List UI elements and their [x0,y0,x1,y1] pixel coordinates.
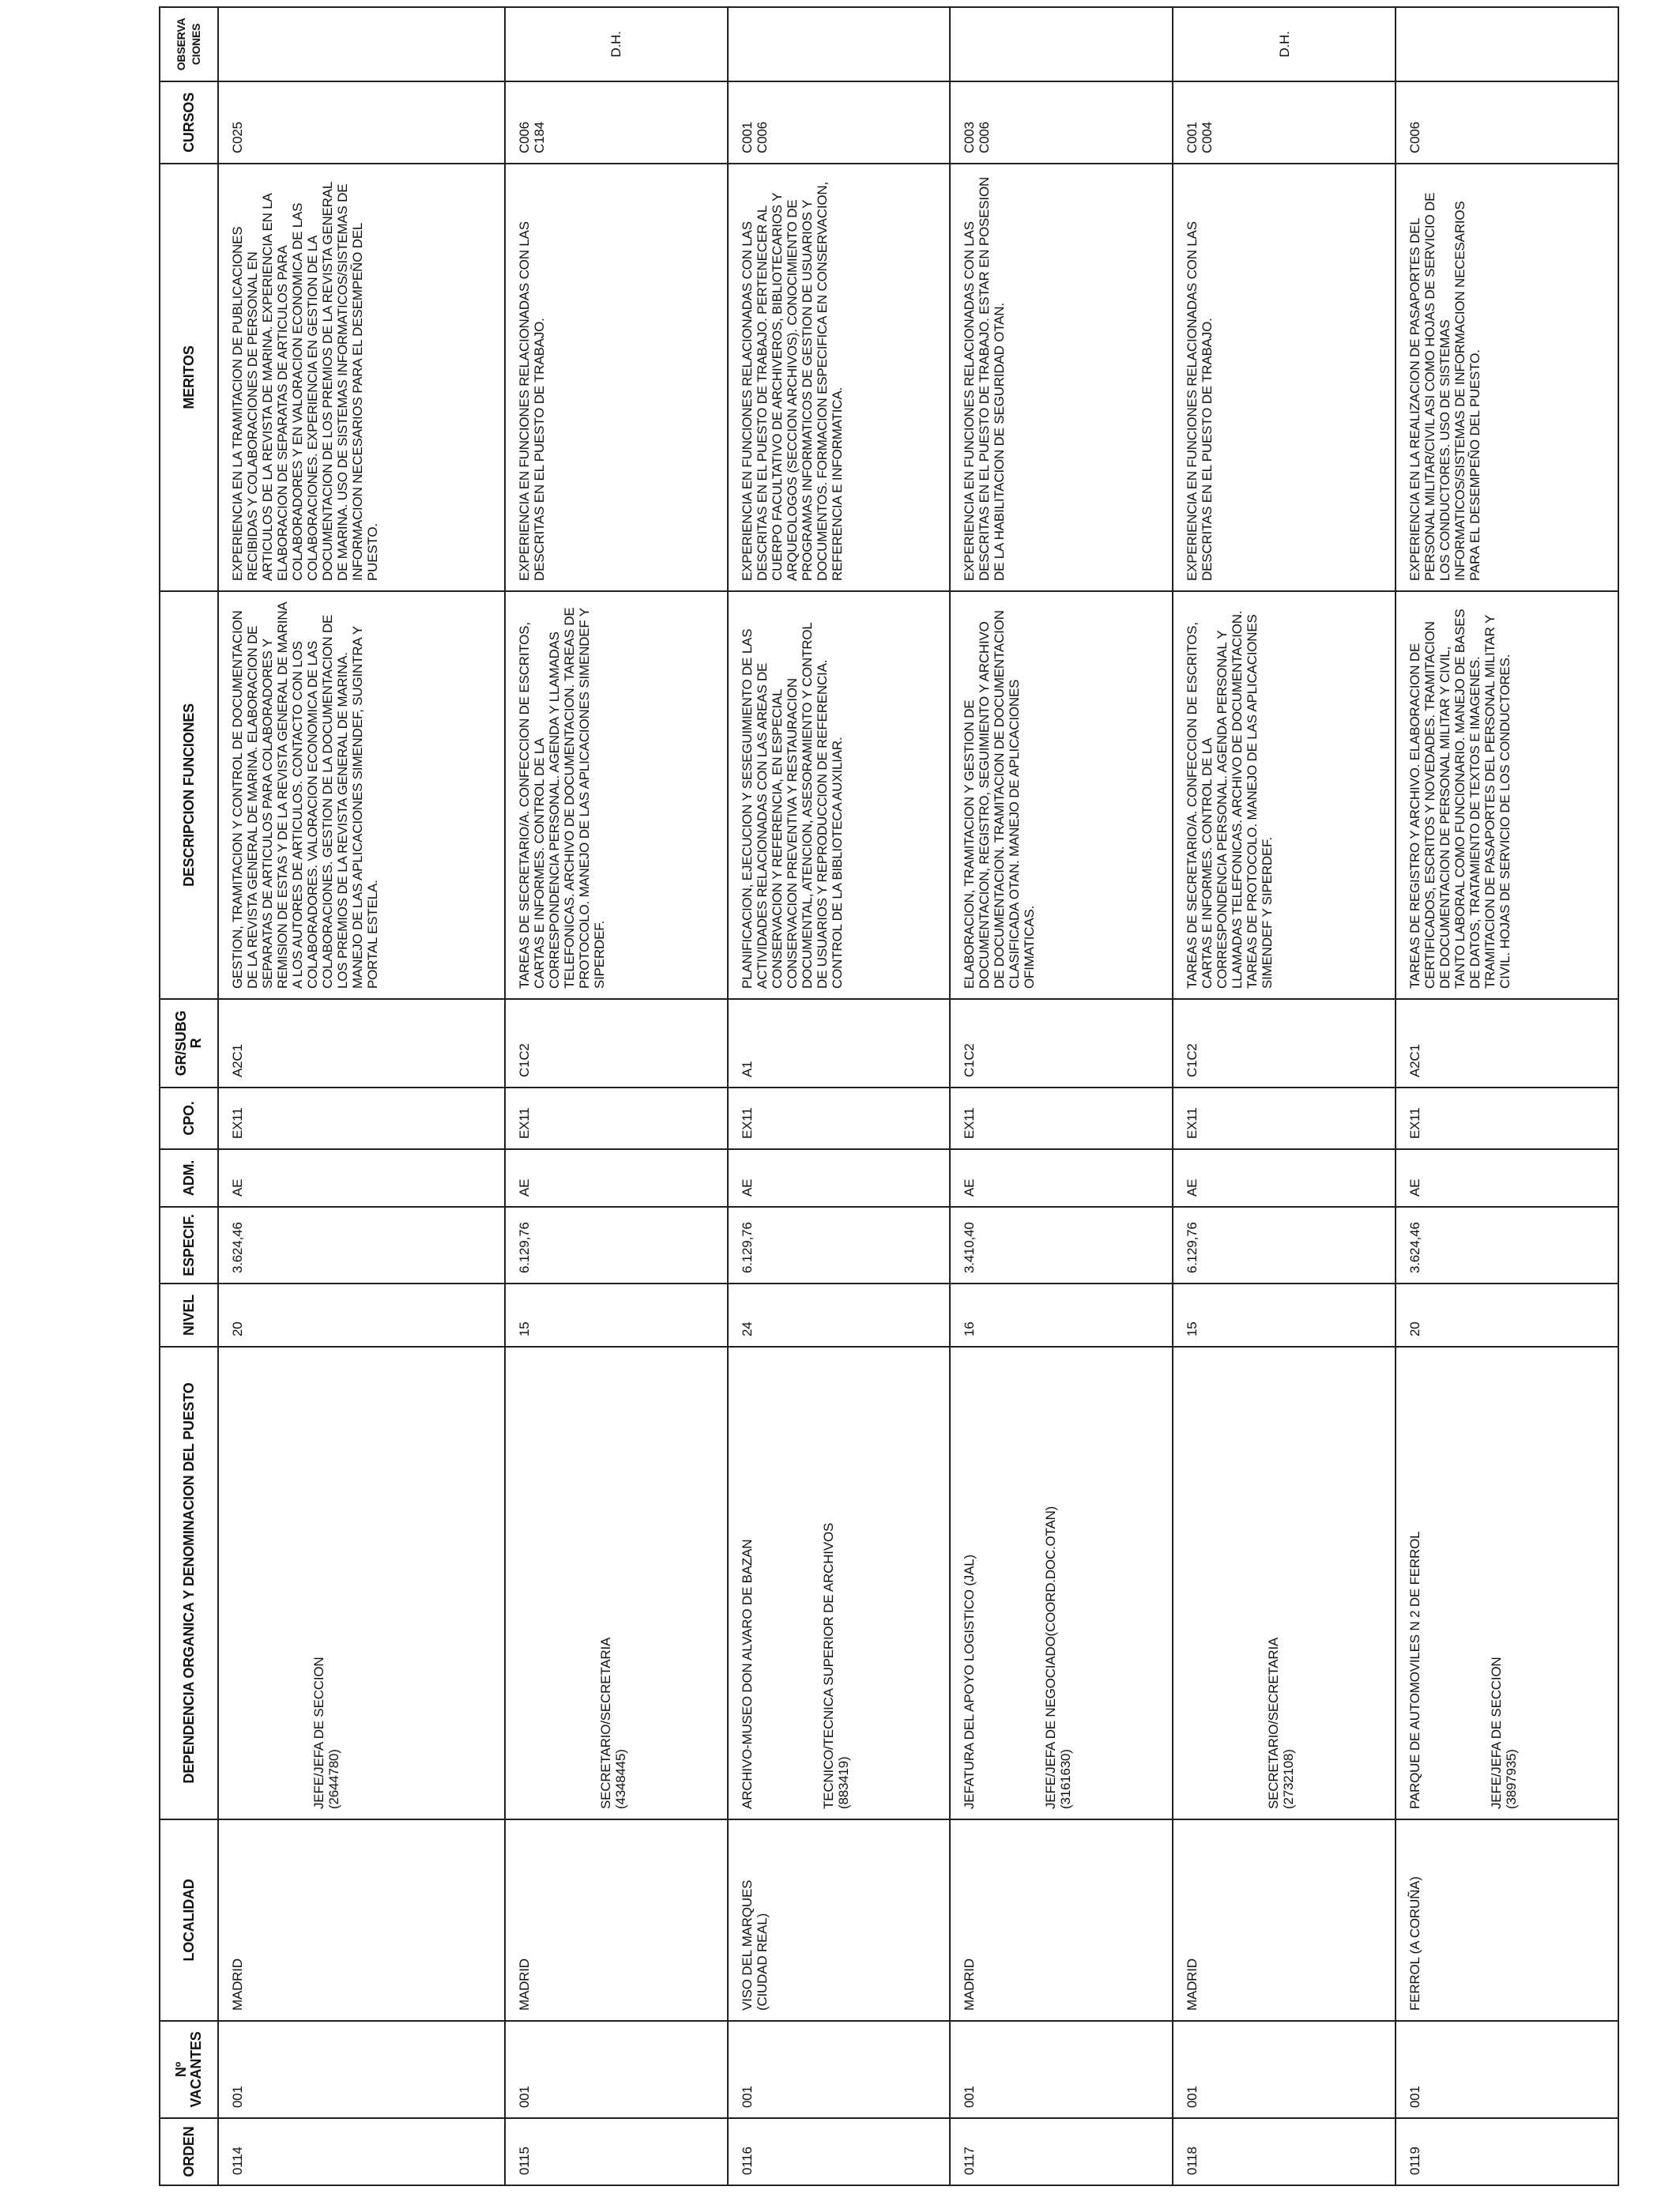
adm-value: AE [230,1178,245,1197]
job-title: JEFE/JEFA DE SECCION (3897935) [1489,1657,1520,1809]
organic-unit: PARQUE DE AUTOMOVILES N 2 DE FERROL [1407,1531,1423,1809]
cell-dependencia [218,1347,505,1819]
cell-cpo [505,1088,728,1149]
cursos-value: C001 C004 [1185,122,1215,153]
cpo-value: EX11 [516,1107,532,1139]
cell-funciones [1173,591,1396,999]
cell-adm [1396,1149,1618,1207]
col-header-meritos: MERITOS [160,164,218,591]
cell-nivel [728,1284,951,1347]
localidad-value: VISO DEL MARQUES (CIUDAD REAL) [739,1879,770,2011]
col-header-nivel: NIVEL [160,1284,218,1347]
cell-orden [1173,2118,1396,2185]
cell-meritos [1173,164,1396,591]
cell-localidad [218,1819,505,2021]
col-header-localidad: LOCALIDAD [160,1819,218,2021]
funciones-value: ELABORACION, TRAMITACION Y GESTION DE DOCUMENTACION, REGISTRO, SEGUIMIENTO Y ARCHIVO DE DOCUMENTACION. TRAMITACION DE DOCUMENTACION CLASIFICADA OTAN. MANEJO DE APLICACIONES OFIMATICAS. [962,610,1038,989]
meritos-value: EXPERIENCIA EN FUNCIONES RELACIONADAS CON LAS DESCRITAS EN EL PUESTO DE TRABAJO. ESTAR EN POSESION DE LA HABILITACION DE SEGURIDAD OTAN. [962,176,1008,581]
cell-funciones [1396,591,1618,999]
cell-observaciones [505,7,728,81]
cell-meritos [1396,164,1618,591]
funciones-value: TAREAS DE SECRETARIO/A. CONFECCION DE ESCRITOS, CARTAS E INFORMES. CONTROL DE LA CORRESPONDENCIA PERSONAL. AGENDA PERSONAL Y LLAMADAS TELEFONICAS. ARCHIVO DE DOCUMENTACION. TAREAS DE PROTOCOLO. MANEJO DE LAS APLICACIONES SIMENDEF Y SIPERDEF. [1185,610,1275,989]
organic-unit: JEFATURA DEL APOYO LOGISTICO (JAL) [962,1555,977,1809]
grupo-value: A2C1 [1407,1044,1423,1077]
nivel-value: 15 [1185,1321,1200,1336]
cell-meritos [728,164,951,591]
cell-vacantes [218,2021,505,2118]
funciones-value: PLANIFICACION, EJECUCION Y SESEGUIMIENTO DE LAS ACTIVIDADES RELACIONADAS CON LAS AREAS DE CONSERVACION Y REFERENCIA, EN ESPECIAL CONSERVACION PREVENTIVA Y RESTAURACION DOCUMENTAL, ATENCION, ASESORAMIENTO Y CONTROL DE USUARIOS Y REPRODUCCION DE REFERENCIA. CONTROL DE LA BIBLIOTECA AUXILIAR. [739,623,845,989]
meritos-value: EXPERIENCIA EN FUNCIONES RELACIONADAS CON LAS DESCRITAS EN EL PUESTO DE TRABAJO. PERTENECER AL CUERPO FACULTATIVO DE ARCHIVEROS, BIBLIOTECARIOS Y ARQUEOLOGOS (SECCION ARCHIVOS). CONOCIMIENTO DE PROGRAMAS INFORMATICOS DE GESTION DE USUARIOS Y DOCUMENTOS. FORMACION ESPECIFICA EN CONSERVACION, REFERENCIA E INFORMATICA. [739,182,845,581]
meritos-value: EXPERIENCIA EN LA TRAMITACION DE PUBLICACIONES RECIBIDAS Y COLABORACIONES DE PERSONAL EN ARTICULOS DE LA REVISTA DE MARINA. EXPERIENCIA EN LA ELABORACION DE SEPARATAS DE ARTICULOS PARA COLABORADORES Y EN VALORACION ECONOMICA DE LAS COLABORACIONES. EXPERIENCIA EN GESTION DE LA DOCUMENTACION DE LOS PREMIOS DE LA REVISTA GENERAL DE MARINA. USO DE SISTEMAS INFORMATICOS/SISTEMAS DE INFORMACION NECESARIOS PARA EL DESEMPEÑO DEL PUESTO. [230,182,380,581]
cell-cursos [218,81,505,164]
col-header-vacantes: Nº VACANTES [160,2021,218,2118]
cell-especif [1396,1207,1618,1284]
cursos-value: C001 C006 [739,122,770,153]
cpo-value: EX11 [739,1107,755,1139]
cursos-value: C006 [1407,122,1423,153]
cell-observaciones [218,7,505,81]
especif-value: 6.129,76 [1185,1222,1200,1273]
cell-vacantes [1396,2021,1618,2118]
cell-observaciones [1396,7,1618,81]
cell-grupo [950,999,1173,1088]
cell-vacantes [950,2021,1173,2118]
cell-nivel [505,1284,728,1347]
meritos-value: EXPERIENCIA EN FUNCIONES RELACIONADAS CON LAS DESCRITAS EN EL PUESTO DE TRABAJO. [1185,221,1215,581]
localidad-value: MADRID [962,1958,977,2011]
grupo-value: C1C2 [516,1043,532,1077]
localidad-value: FERROL (A CORUÑA) [1407,1876,1423,2011]
job-title: JEFE/JEFA DE SECCION (2644780) [311,1657,341,1809]
organic-unit: ARCHIVO-MUSEO DON ALVARO DE BAZAN [739,1539,755,1809]
cell-funciones [950,591,1173,999]
cell-dependencia [1173,1347,1396,1819]
cell-localidad [728,1819,951,2021]
orden-value: 0117 [962,2147,977,2175]
grupo-value: A1 [739,1061,755,1077]
funciones-value: TAREAS DE SECRETARIO/A. CONFECCION DE ESCRITOS, CARTAS E INFORMES. CONTROL DE LA CORRESPONDENCIA PERSONAL. AGENDA Y LLAMADAS TELEFONICAS. ARCHIVO DE DOCUMENTACION. TAREAS DE PROTOCOLO. MANEJO DE LAS APLICACIONES SIMENDEF Y SIPERDEF. [516,607,607,989]
cell-especif [1173,1207,1396,1284]
cell-adm [218,1149,505,1207]
cell-funciones [728,591,951,999]
cpo-value: EX11 [962,1107,977,1139]
col-header-especif: ESPECIF. [160,1207,218,1284]
localidad-value: MADRID [230,1958,245,2011]
cell-meritos [950,164,1173,591]
job-title: SECRETARIO/SECRETARIA (4348445) [597,1637,628,1809]
cell-dependencia [1396,1347,1618,1819]
cell-cursos [1396,81,1618,164]
orden-value: 0114 [230,2147,245,2175]
meritos-value: EXPERIENCIA EN LA REALIZACION DE PASAPORTES DEL PERSONAL MILITAR/CIVIL ASI COMO HOJAS DE SERVICIO DE LOS CONDUCTORES. USO DE SISTEMAS INFORMATICOS/SISTEMAS DE INFORMACION NECESARIOS PARA EL DESEMPEÑO DEL PUESTO. [1407,192,1483,581]
cell-cursos [1173,81,1396,164]
table-row [1173,7,1396,2185]
vacantes-value: 001 [1185,2086,1200,2108]
cell-localidad [1396,1819,1618,2021]
cell-orden [728,2118,951,2185]
cell-vacantes [728,2021,951,2118]
col-header-adm: ADM. [160,1149,218,1207]
table-row [505,7,728,2185]
nivel-value: 15 [516,1321,532,1336]
cell-cpo [1173,1088,1396,1149]
table-row [728,7,951,2185]
observaciones-value: D.H. [1276,31,1292,58]
cell-orden [505,2118,728,2185]
especif-value: 6.129,76 [516,1222,532,1273]
cell-cursos [505,81,728,164]
vacancies-table [159,6,1619,2186]
vacantes-value: 001 [962,2086,977,2108]
cell-localidad [950,1819,1173,2021]
job-title: JEFE/JEFA DE NEGOCIADO(COORD.DOC.OTAN) (3161630) [1043,1506,1074,1809]
cell-especif [950,1207,1173,1284]
especif-value: 6.129,76 [739,1222,755,1273]
col-header-cursos: CURSOS [160,81,218,164]
localidad-value: MADRID [1185,1958,1200,2011]
cursos-value: C006 C184 [516,122,547,153]
col-header-funciones: DESCRIPCION FUNCIONES [160,591,218,999]
cell-dependencia [505,1347,728,1819]
cell-especif [728,1207,951,1284]
cpo-value: EX11 [230,1107,245,1139]
cell-nivel [950,1284,1173,1347]
localidad-value: MADRID [516,1958,532,2011]
cell-grupo [505,999,728,1088]
cell-adm [1173,1149,1396,1207]
cell-nivel [218,1284,505,1347]
cell-observaciones [1173,7,1396,81]
cell-adm [728,1149,951,1207]
cell-dependencia [950,1347,1173,1819]
cell-especif [505,1207,728,1284]
funciones-value: TAREAS DE REGISTRO Y ARCHIVO. ELABORACION DE CERTIFICADOS, ESCRITOS Y NOVEDADES. TRAMITACION DE DOCUMENTACION DE PERSONAL MILITAR Y CIVIL, TANTO LABORAL COMO FUNCIONARIO. MANEJO DE BASES DE DATOS, TRATAMIENTO DE TEXTOS E IMAGENES. TRAMITACION DE PASAPORTES DEL PERSONAL MILITAR Y CIVIL. HOJAS DE SERVICIO DE LOS CONDUCTORES. [1407,609,1513,989]
adm-value: AE [739,1178,755,1197]
adm-value: AE [1407,1178,1423,1197]
rotated-table-wrapper [159,8,1619,2186]
funciones-value: GESTION, TRAMITACION Y CONTROL DE DOCUMENTACION DE LA REVISTA GENERAL DE MARINA. ELABORACION DE SEPARATAS DE ARTICULOS PARA COLABORADORES Y REMISION DE ESTAS Y DE LA REVISTA GENERAL DE MARINA A LOS AUTORES DE ARTICULOS. CONTACTO CON LOS COLABORADORES. VALORACION ECONOMICA DE LAS COLABORACIONES. GESTION DE LA DOCUMENTACION DE LOS PREMIOS DE LA REVISTA GENERAL DE MARINA. MANEJO DE LAS APLICACIONES SIMENDEF, SUGINTRA Y PORTAL ESTELA. [230,602,380,989]
nivel-value: 20 [230,1321,245,1336]
orden-value: 0119 [1407,2147,1423,2175]
col-header-orden: ORDEN [160,2118,218,2185]
especif-value: 3.410,40 [962,1222,977,1273]
nivel-value: 20 [1407,1321,1423,1336]
cell-vacantes [505,2021,728,2118]
cell-meritos [505,164,728,591]
orden-value: 0115 [516,2147,532,2175]
meritos-value: EXPERIENCIA EN FUNCIONES RELACIONADAS CON LAS DESCRITAS EN EL PUESTO DE TRABAJO. [516,221,547,581]
cell-especif [218,1207,505,1284]
job-title: TECNICO/TECNICA SUPERIOR DE ARCHIVOS (883419) [820,1522,851,1809]
cell-grupo [1173,999,1396,1088]
cell-funciones [505,591,728,999]
table-row [950,7,1173,2185]
vacantes-value: 001 [1407,2086,1423,2108]
cell-orden [1396,2118,1618,2185]
grupo-value: C1C2 [1185,1043,1200,1077]
cell-cpo [950,1088,1173,1149]
cell-grupo [1396,999,1618,1088]
cell-funciones [218,591,505,999]
cell-dependencia [728,1347,951,1819]
nivel-value: 24 [739,1321,755,1336]
cursos-value: C003 C006 [962,122,993,153]
cell-grupo [728,999,951,1088]
orden-value: 0118 [1185,2147,1200,2175]
col-header-cpo: CPO. [160,1088,218,1149]
table-body [218,7,1618,2185]
especif-value: 3.624,46 [1407,1222,1423,1273]
table-row [1396,7,1618,2185]
cell-vacantes [1173,2021,1396,2118]
col-header-observaciones: OBSERVACIONES [160,7,218,81]
orden-value: 0116 [739,2147,755,2175]
cursos-value: C025 [230,122,245,153]
cpo-value: EX11 [1407,1107,1423,1139]
cell-orden [218,2118,505,2185]
observaciones-value: D.H. [608,31,624,58]
adm-value: AE [1185,1178,1200,1197]
cell-adm [950,1149,1173,1207]
especif-value: 3.624,46 [230,1222,245,1273]
col-header-grupo: GR/SUBGR [160,999,218,1088]
grupo-value: A2C1 [230,1044,245,1077]
col-header-dependencia: DEPENDENCIA ORGANICA Y DENOMINACION DEL PUESTO [160,1347,218,1819]
table-row [218,7,505,2185]
vacantes-value: 001 [230,2086,245,2108]
cell-orden [950,2118,1173,2185]
header-row [160,7,218,2185]
cell-localidad [505,1819,728,2021]
cell-grupo [218,999,505,1088]
cell-observaciones [950,7,1173,81]
grupo-value: C1C2 [962,1043,977,1077]
cell-cursos [728,81,951,164]
cell-adm [505,1149,728,1207]
adm-value: AE [516,1178,532,1197]
cell-nivel [1173,1284,1396,1347]
cell-observaciones [728,7,951,81]
cell-cpo [1396,1088,1618,1149]
job-title: SECRETARIO/SECRETARIA (2732108) [1266,1637,1297,1809]
cell-cpo [218,1088,505,1149]
cell-localidad [1173,1819,1396,2021]
vacantes-value: 001 [516,2086,532,2108]
cell-cursos [950,81,1173,164]
adm-value: AE [962,1178,977,1197]
cell-nivel [1396,1284,1618,1347]
nivel-value: 16 [962,1321,977,1336]
cell-cpo [728,1088,951,1149]
vacantes-value: 001 [739,2086,755,2108]
cell-meritos [218,164,505,591]
cpo-value: EX11 [1185,1107,1200,1139]
